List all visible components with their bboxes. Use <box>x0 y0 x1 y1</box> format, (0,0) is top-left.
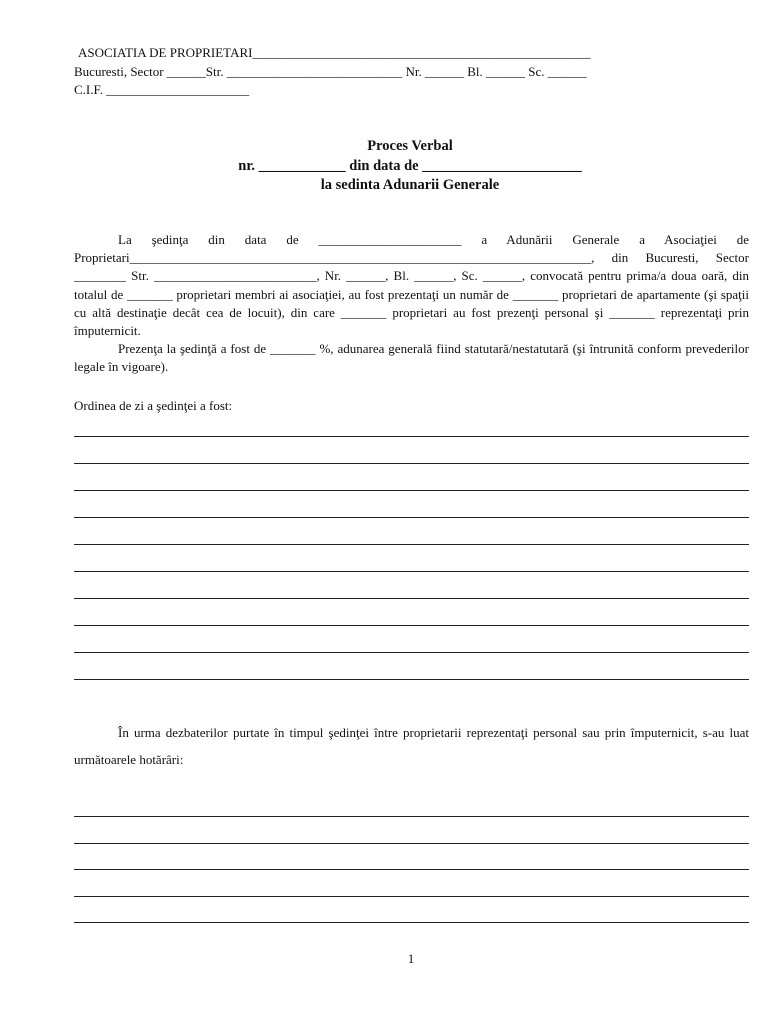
agenda-label: Ordinea de zi a şedinţei a fost: <box>74 398 233 413</box>
decision-line <box>74 816 749 817</box>
decision-line <box>74 896 749 897</box>
decision-line <box>74 869 749 870</box>
agenda-line <box>74 625 749 626</box>
document-subtitle: la sedinta Adunarii Generale <box>320 177 500 193</box>
association-address-line: Bucuresti, Sector ______Str. ___________________________ Nr. ______ Bl. ______ Sc. ______ <box>74 64 587 79</box>
meeting-paragraph <box>74 231 749 377</box>
attendance-paragraph: La şedinţa din data de ______________________ a Adunării Generale a Asociaţiei de Proprietari_______________________________________________________________________, din Bucuresti, Sector ________ Str. _________________________, Nr. ______, Bl. ______, Sc. ______, convocată pentru prima/a doua oară, din totalul de _______ proprietari membri ai asociaţiei, au fost prezentaţi un număr de _______ proprietari de apartamente (şi spaţii cu altă destinaţie decât cea de locuit), din care _______ proprietari au fost prezenţi personal şi _______ reprezentaţi prin împuternicit. <box>74 232 749 339</box>
decision-line <box>74 922 749 923</box>
agenda-line <box>74 652 749 653</box>
decisions-text: În urma dezbaterilor purtate în timpul şedinţei între proprietarii reprezentaţi personal sau prin împuternicit, s-au luat următoarele hotărâri: <box>74 725 749 767</box>
agenda-line <box>74 436 749 437</box>
association-name-line: ASOCIATIA DE PROPRIETARI____________________________________________________ <box>78 45 591 60</box>
agenda-line <box>74 463 749 464</box>
decision-line <box>74 843 749 844</box>
agenda-line <box>74 598 749 599</box>
agenda-line <box>74 679 749 680</box>
document-number-date: nr. ____________ din data de ______________________ <box>238 158 582 174</box>
page-number: 1 <box>407 951 415 966</box>
decisions-paragraph <box>74 719 749 773</box>
agenda-line <box>74 517 749 518</box>
document-title: Proces Verbal <box>367 138 453 154</box>
agenda-line <box>74 490 749 491</box>
agenda-line <box>74 544 749 545</box>
agenda-line <box>74 571 749 572</box>
cif-line: C.I.F. ______________________ <box>74 82 250 97</box>
presence-paragraph: Prezenţa la şedinţă a fost de _______ %, adunarea generală fiind statutară/nestatutară (şi întrunită conform prevederilor legale în vigoare). <box>74 341 749 375</box>
